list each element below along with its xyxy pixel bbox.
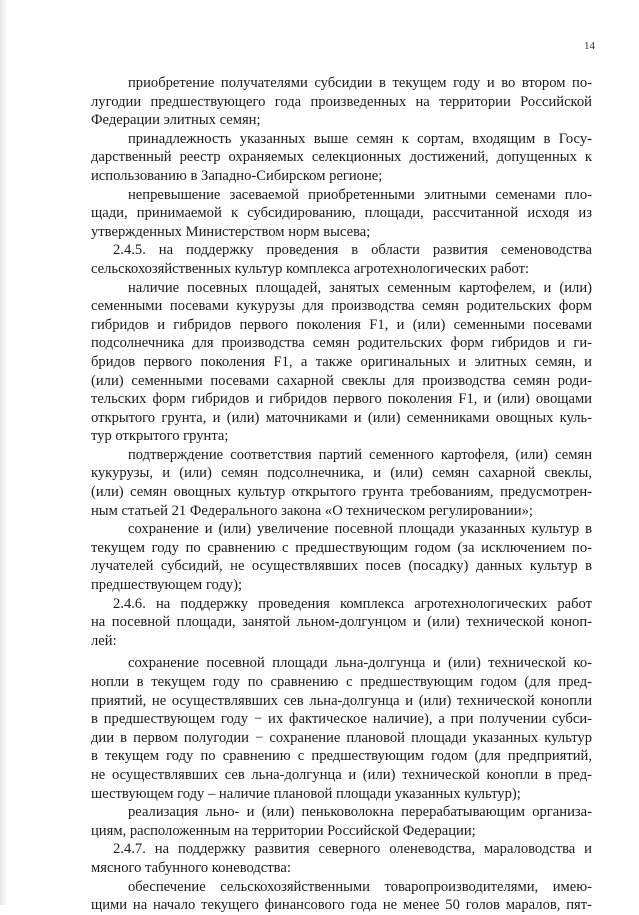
page-number: 14 <box>584 40 595 52</box>
text-line: кукурузы, и (или) семян подсолнечника, и (или) семян сахарной свеклы, <box>91 465 592 482</box>
text-line: утвержденных Министерством норм высева; <box>91 223 371 240</box>
paragraph <box>91 595 592 651</box>
text-line: семенными посевами кукурузы для производства семян родительских форм <box>91 298 592 315</box>
text-line: текущем году по сравнению с предшествующим годом (за исключением по- <box>91 539 592 556</box>
text-line: бридов первого поколения F1, а также оригинальных и элитных семян, и <box>91 353 592 370</box>
text-line: приятий, не осуществлявших сев льна-долгунца и (или) технической конопли <box>91 692 592 709</box>
text-line: предшествующем году); <box>91 577 243 594</box>
text-line: 2.4.5. на поддержку проведения в области развития семеноводства <box>113 242 592 259</box>
paragraph <box>91 446 592 520</box>
text-line: подсолнечника для производства семян родительских форм гибридов и ги- <box>91 335 592 352</box>
scan-edge-shadow <box>0 0 7 905</box>
text-line: ным статьей 21 Федерального закона «О техническом регулировании»; <box>91 502 533 519</box>
text-line: использованию в Западно-Сибирском регионе; <box>91 167 383 184</box>
text-line: тельских форм гибридов и гибридов первого поколения F1, и (или) овощами <box>91 391 592 408</box>
paragraph <box>91 520 592 594</box>
text-line: (или) семян овощных культур открытого грунта требованиям, предусмотрен- <box>91 484 592 501</box>
text-line: мясного табунного коневодства: <box>91 859 291 876</box>
text-line: принадлежность указанных выше семян к сортам, входящим в Госу- <box>128 130 592 147</box>
document-body <box>91 74 592 915</box>
text-line: щади, принимаемой к субсидированию, площади, рассчитанной исходя из <box>91 205 592 222</box>
paragraph <box>91 840 592 877</box>
text-line: на посевной площади, занятой льном-долгунцом и (или) технической коноп- <box>91 614 592 631</box>
text-line: лугодии предшествующего года произведенных на территории Российской <box>91 93 592 110</box>
text-line: циям, расположенным на территории Российской Федерации; <box>91 822 476 839</box>
text-line: в текущем году по сравнению с предшествующим годом (для предприятий, <box>91 748 592 765</box>
paragraph <box>91 186 592 242</box>
text-line: реализация льно- и (или) пеньковолокна перерабатывающим организа- <box>128 804 592 821</box>
text-line: открытого грунта, и (или) маточниками и (или) семенниками овощных куль- <box>91 409 592 426</box>
text-line: сохранение и (или) увеличение посевной площади указанных культур в <box>128 521 592 538</box>
paragraph <box>91 803 592 840</box>
text-line: наличие посевных площадей, занятых семенным картофелем, и (или) <box>128 279 592 296</box>
text-line: лучателей субсидий, не осуществлявших посев (посадку) данных культур в <box>91 558 592 575</box>
text-line: нопли в текущем году по сравнению с предшествующим годом (для пред- <box>91 674 592 690</box>
paragraph <box>91 654 592 803</box>
paragraph <box>91 74 592 130</box>
text-line: дарственный реестр охраняемых селекционных достижений, допущенных к <box>91 149 592 166</box>
text-line: лей: <box>91 632 117 649</box>
text-line: непревышение засеваемой приобретенными элитными семенами пло- <box>128 186 592 203</box>
text-line: приобретение получателями субсидии в текущем году и во втором по- <box>128 75 592 91</box>
text-line: подтверждение соответствия партий семенного картофеля, (или) семян <box>128 446 592 463</box>
text-line: дии в первом полугодии − сохранение плановой площади указанных культур <box>91 729 592 746</box>
text-line: в предшествующем году − их фактическое наличие), а при получении субси- <box>91 711 592 728</box>
text-line: Федерации элитных семян; <box>91 112 261 129</box>
text-line: щими на начало текущего финансового года не менее 50 голов маралов, пят- <box>91 897 592 914</box>
text-line: сельскохозяйственных культур комплекса агротехнологических работ: <box>91 260 530 277</box>
text-line: 2.4.6. на поддержку проведения комплекса агротехнологических работ <box>113 595 592 612</box>
paragraph <box>91 130 592 186</box>
text-line: гибридов и гибридов первого поколения F1, и (или) семенными посевами <box>91 316 592 333</box>
text-line: обеспечение сельскохозяйственными товаропроизводителями, имею- <box>128 878 592 895</box>
text-line: 2.4.7. на поддержку развития северного оленеводства, мараловодства и <box>113 841 592 858</box>
text-line: не осуществлявших сев льна-долгунца и (или) технической конопли в пред- <box>91 766 592 783</box>
paragraph <box>91 241 592 278</box>
paragraph <box>91 878 592 915</box>
text-line: сохранение посевной площади льна-долгунца и (или) технической ко- <box>128 655 592 672</box>
paragraph <box>91 279 592 446</box>
text-line: тур открытого грунта; <box>91 428 229 445</box>
text-line: (или) семенными посевами сахарной свеклы для производства семян роди- <box>91 372 592 389</box>
text-line: шествующем году – наличие плановой площади указанных культур); <box>91 785 521 802</box>
